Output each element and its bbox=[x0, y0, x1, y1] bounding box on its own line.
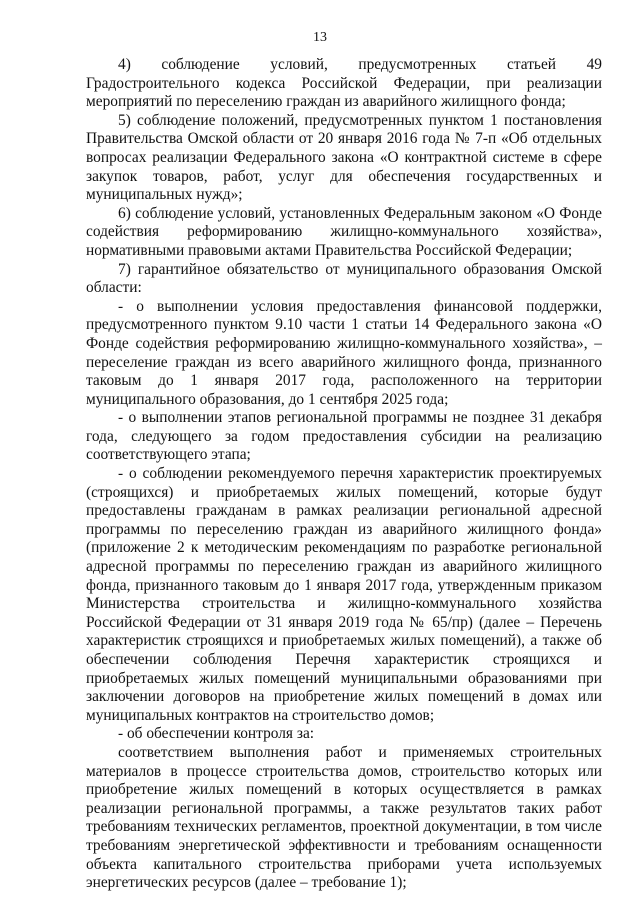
paragraph-item-4: 4) соблюдение условий, предусмотренных статьей 49 Градостроительного кодекса Российской Федерации, при реализации мероприятий по переселению граждан из аварийного жилищного фонда; bbox=[86, 56, 602, 111]
paragraph-obligation-control: - об обеспечении контроля за: bbox=[118, 725, 315, 743]
paragraph-obligation-stages: - о выполнении этапов региональной программы не позднее 31 декабря года, следующего за годом предоставления субсидии на реализацию соответствующего этапа; bbox=[86, 409, 602, 464]
page-number: 13 bbox=[313, 30, 327, 45]
paragraph-item-6: 6) соблюдение условий, установленных Федеральным законом «О Фонде содействия реформированию жилищно-коммунального хозяйства», нормативными правовыми актами Правительства Российской Федерации; bbox=[86, 204, 602, 259]
paragraph-obligation-characteristics: - о соблюдении рекомендуемого перечня характеристик проектируемых (строящихся) и приобретаемых жилых помещений, которые будут предоставлены гражданам в рамках реализации региональной адресной программы по переселению граждан из аварийного жилищного фонда» (приложение 2 к методическим рекомендациям по разработке региональной адресной программы по переселению граждан из аварийного жилищного фонда, признанного таковым до 1 января 2017 года, утвержденным приказом Министерства строительства и жилищно-коммунального хозяйства Российской Федерации от 31 января 2019 года № 65/пр) (далее – Перечень характеристик строящихся и приобретаемых жилых помещений), а также об обеспечении соблюдения Перечня характеристик строящихся и приобретаемых жилых помещений муниципальными образованиями при заключении договоров на приобретение жилых помещений в домах или муниципальных контрактов на строительство домов; bbox=[86, 465, 602, 724]
document-body bbox=[86, 56, 602, 893]
paragraph-control-requirements: соответствием выполнения работ и применяемых строительных материалов в процессе строительства домов, строительство которых или приобретение жилых помещений в которых осуществляется в рамках реализации региональной программы, а также результатов таких работ требованиям технических регламентов, проектной документации, в том числе требованиям энергетической эффективности и требованиям оснащенности объекта капитального строительства приборами учета используемых энергетических ресурсов (далее – требование 1); bbox=[86, 743, 602, 892]
paragraph-item-7: 7) гарантийное обязательство от муниципального образования Омской области: bbox=[86, 260, 602, 297]
paragraph-item-5: 5) соблюдение положений, предусмотренных пунктом 1 постановления Правительства Омской области от 20 января 2016 года № 7-п «Об отдельных вопросах реализации Федерального закона «О контрактной системе в сфере закупок товаров, работ, услуг для обеспечения государственных и муниципальных нужд»; bbox=[86, 111, 602, 204]
paragraph-obligation-resettlement: - о выполнении условия предоставления финансовой поддержки, предусмотренного пунктом 9.10 части 1 статьи 14 Федерального закона «О Фонде содействия реформированию жилищно-коммунального хозяйства», – переселение граждан из всего аварийного жилищного фонда, признанного таковым до 1 января 2017 года, расположенного на территории муниципального образования, до 1 сентября 2025 года; bbox=[86, 297, 602, 408]
